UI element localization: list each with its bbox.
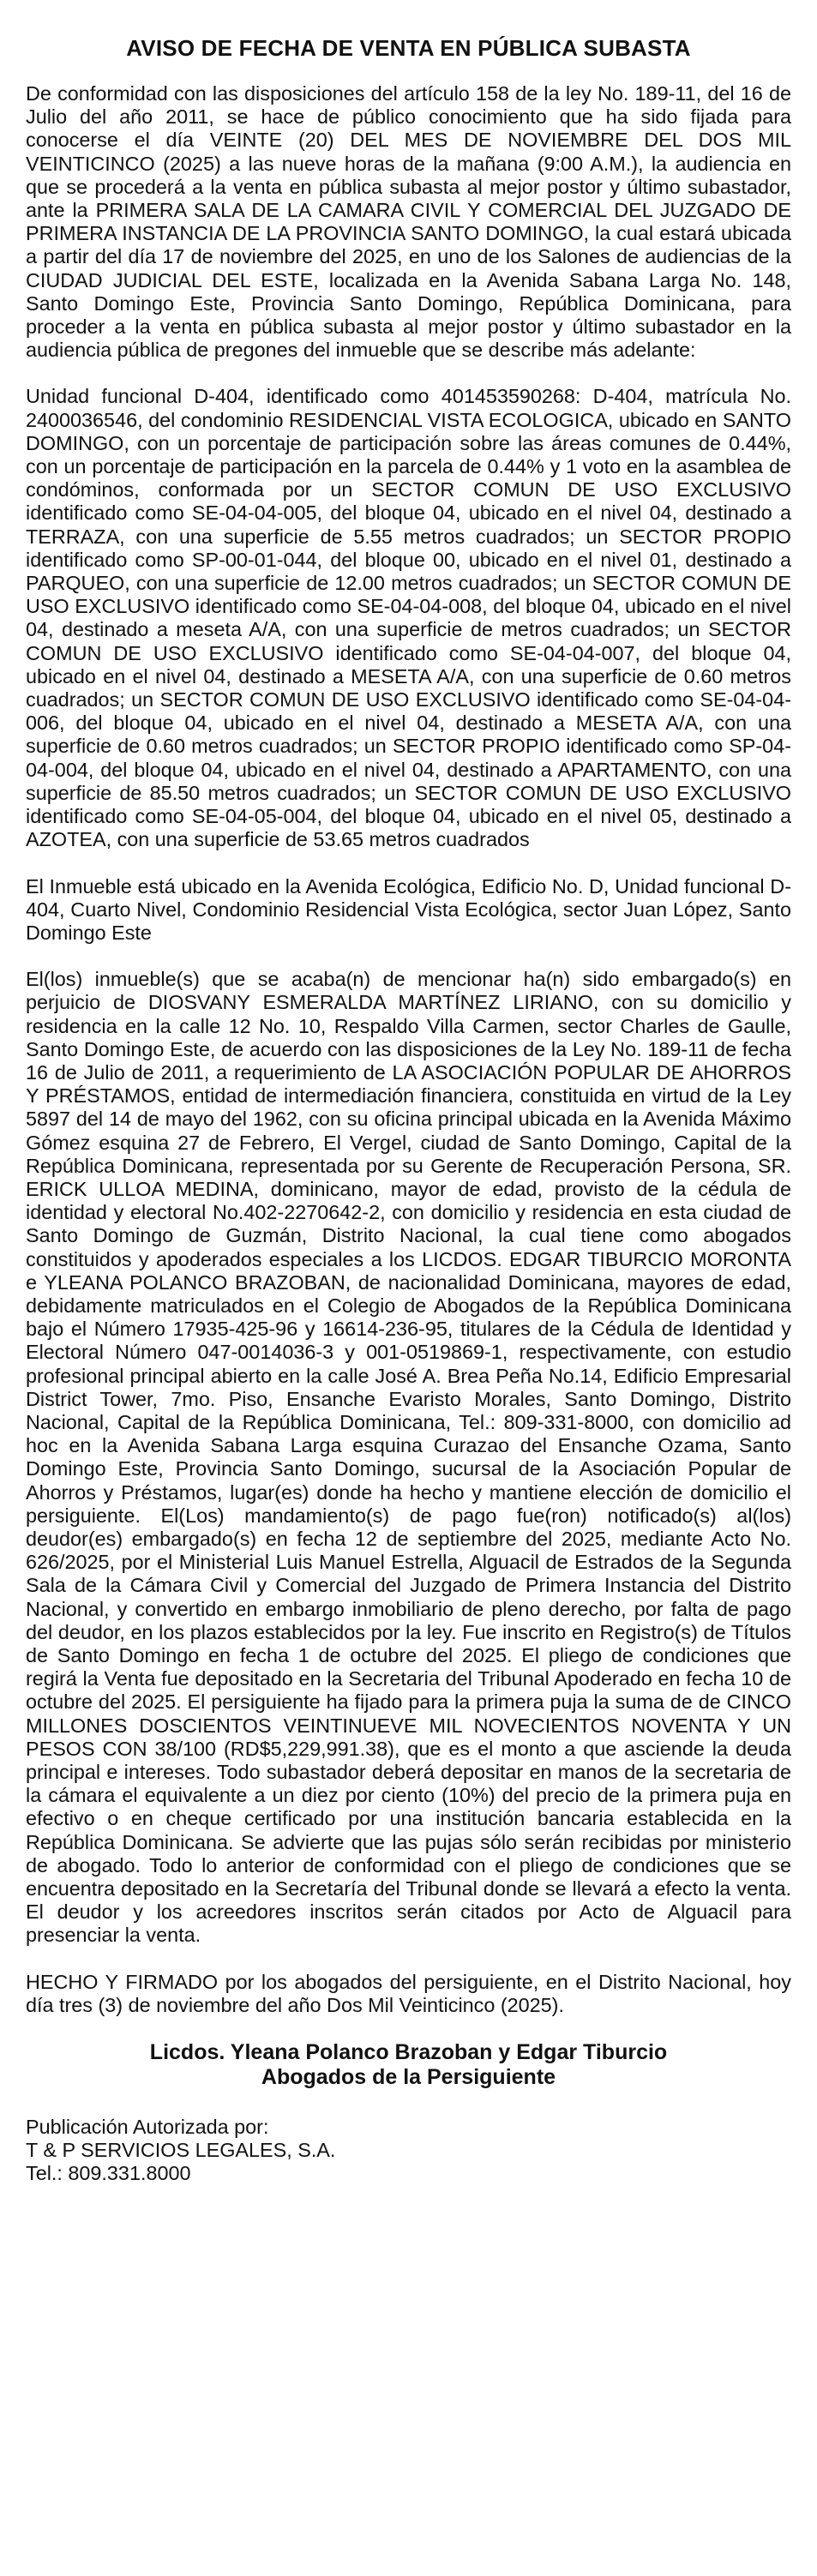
notice-title: AVISO DE FECHA DE VENTA EN PÚBLICA SUBASTA bbox=[126, 35, 691, 61]
notice-closing: HECHO Y FIRMADO por los abogados del persiguiente, en el Distrito Nacional, hoy día tres (3) de noviembre del año Dos Mil Veinticinco (2025). bbox=[26, 1970, 791, 2016]
publication-authorized-label: Publicación Autorizada por: bbox=[26, 2116, 269, 2139]
notice-paragraph-intro: De conformidad con las disposiciones del artículo 158 de la ley No. 189-11, del 16 de Julio del año 2011, se hace de público conocimiento que ha sido fijada para conocerse el día VEINTE (20) DEL MES DE NOVIEMBRE DEL DOS MIL VEINTICINCO (2025) a las nueve horas de la mañana (9:00 A.M.), la audiencia en que se procederá a la venta en pública subasta al mejor postor y último subastador, ante la PRIMERA SALA DE LA CAMARA CIVIL Y COMERCIAL DEL JUZGADO DE PRIMERA INSTANCIA DE LA PROVINCIA SANTO DOMINGO, la cual estará ubicada a partir del día 17 de noviembre del 2025, en uno de los Salones de audiencias de la CIUDAD JUDICIAL DEL ESTE, localizada en la Avenida Sabana Larga No. 148, Santo Domingo Este, Provincia Santo Domingo, República Dominicana, para proceder a la venta en pública subasta al mejor postor y último subastador en la audiencia pública de pregones del inmueble que se describe más adelante: bbox=[26, 82, 791, 362]
publication-phone: Tel.: 809.331.8000 bbox=[26, 2162, 191, 2185]
signature-names: Licdos. Yleana Polanco Brazoban y Edgar Tiburcio bbox=[149, 2040, 668, 2065]
signature-block bbox=[26, 2040, 791, 2090]
signature-role: Abogados de la Persiguiente bbox=[261, 2065, 556, 2090]
publication-company: T & P SERVICIOS LEGALES, S.A. bbox=[26, 2139, 336, 2162]
publication-info bbox=[26, 2116, 791, 2186]
notice-paragraph-seizure: El(los) inmueble(s) que se acaba(n) de mencionar ha(n) sido embargado(s) en perjuicio de DIOSVANY ESMERALDA MARTÍNEZ LIRIANO, con su domicilio y residencia en la calle 12 No. 10, Respaldo Villa Carmen, sector Charles de Gaulle, Santo Domingo Este, de acuerdo con las disposiciones de la Ley No. 189-11 de fecha 16 de Julio de 2011, a requerimiento de LA ASOCIACIÓN POPULAR DE AHORROS Y PRÉSTAMOS, entidad de intermediación financiera, constituida en virtud de la Ley 5897 del 14 de mayo del 1962, con su oficina principal ubicada en la Avenida Máximo Gómez esquina 27 de Febrero, El Vergel, ciudad de Santo Domingo, Capital de la República Dominicana, representada por su Gerente de Recuperación Persona, SR. ERICK ULLOA MEDINA, dominicano, mayor de edad, provisto de la cédula de identidad y electoral No.402-2270642-2, con domicilio y residencia en esta ciudad de Santo Domingo de Guzmán, Distrito Nacional, la cual tiene como abogados constituidos y apoderados especiales a los LICDOS. EDGAR TIBURCIO MORONTA e YLEANA POLANCO BRAZOBAN, de nacionalidad Dominicana, mayores de edad, debidamente matriculados en el Colegio de Abogados de la República Dominicana bajo el Número 17935-425-96 y 16614-236-95, titulares de la Cédula de Identidad y Electoral Número 047-0014036-3 y 001-0519869-1, respectivamente, con estudio profesional principal abierto en la calle José A. Brea Peña No.14, Edificio Empresarial District Tower, 7mo. Piso, Ensanche Evaristo Morales, Santo Domingo, Distrito Nacional, Capital de la República Dominicana, Tel.: 809-331-8000, con domicilio ad hoc en la Avenida Sabana Larga esquina Curazao del Ensanche Ozama, Santo Domingo Este, Provincia Santo Domingo, sucursal de la Asociación Popular de Ahorros y Préstamos, lugar(es) donde ha hecho y mantiene elección de domicilio el persiguiente. El(Los) mandamiento(s) de pago fue(ron) notificado(s) al(los) deudor(es) embargado(s) en fecha 12 de septiembre del 2025, mediante Acto No. 626/2025, por el Ministerial Luis Manuel Estrella, Alguacil de Estrados de la Segunda Sala de la Cámara Civil y Comercial del Juzgado de Primera Instancia del Distrito Nacional, y convertido en embargo inmobiliario de pleno derecho, por falta de pago del deudor, en los plazos establecidos por la ley. Fue inscrito en Registro(s) de Títulos de Santo Domingo en fecha 1 de octubre del 2025. El pliego de condiciones que regirá la Venta fue depositado en la Secretaria del Tribunal Apoderado en fecha 10 de octubre del 2025. El persiguiente ha fijado para la primera puja la suma de de CINCO MILLONES DOSCIENTOS VEINTINUEVE MIL NOVECIENTOS NOVENTA Y UN PESOS CON 38/100 (RD$5,229,991.38), que es el monto a que asciende la deuda principal e intereses. Todo subastador deberá depositar en manos de la secretaria de la cámara el equivalente a un diez por ciento (10%) del precio de la primera puja en efectivo o en cheque certificado por una institución bancaria establecida en la República Dominicana. Se advierte que las pujas sólo serán recibidas por ministerio de abogado. Todo lo anterior de conformidad con el pliego de condiciones que se encuentra depositado en la Secretaría del Tribunal donde se llevará a efecto la venta. El deudor y los acreedores inscritos serán citados por Acto de Alguacil para presenciar la venta. bbox=[26, 968, 791, 1947]
notice-paragraph-location: El Inmueble está ubicado en la Avenida Ecológica, Edificio No. D, Unidad funcional D-404, Cuarto Nivel, Condominio Residencial Vista Ecológica, sector Juan López, Santo Domingo Este bbox=[26, 874, 791, 944]
notice-paragraph-property: Unidad funcional D-404, identificado como 401453590268: D-404, matrícula No. 2400036546, del condominio RESIDENCIAL VISTA ECOLOGICA, ubicado en SANTO DOMINGO, con un porcentaje de participación sobre las áreas comunes de 0.44%, con un porcentaje de participación en la parcela de 0.44% y 1 voto en la asamblea de condóminos, conformada por un SECTOR COMUN DE USO EXCLUSIVO identificado como SE-04-04-005, del bloque 04, ubicado en el nivel 04, destinado a TERRAZA, con una superficie de 5.55 metros cuadrados; un SECTOR PROPIO identificado como SP-00-01-044, del bloque 00, ubicado en el nivel 01, destinado a PARQUEO, con una superficie de 12.00 metros cuadrados; un SECTOR COMUN DE USO EXCLUSIVO identificado como SE-04-04-008, del bloque 04, ubicado en el nivel 04, destinado a meseta A/A, con una superficie de metros cuadrados; un SECTOR COMUN DE USO EXCLUSIVO identificado como SE-04-04-007, del bloque 04, ubicado en el nivel 04, destinado a MESETA A/A, con una superficie de 0.60 metros cuadrados; un SECTOR COMUN DE USO EXCLUSIVO identificado como SE-04-04-006, del bloque 04, ubicado en el nivel 04, destinado a MESETA A/A, con una superficie de 0.60 metros cuadrados; un SECTOR PROPIO identificado como SP-04-04-004, del bloque 04, ubicado en el nivel 04, destinado a APARTAMENTO, con una superficie de 85.50 metros cuadrados; un SECTOR COMUN DE USO EXCLUSIVO identificado como SE-04-05-004, del bloque 04, ubicado en el nivel 05, destinado a AZOTEA, con una superficie de 53.65 metros cuadrados bbox=[26, 385, 791, 851]
